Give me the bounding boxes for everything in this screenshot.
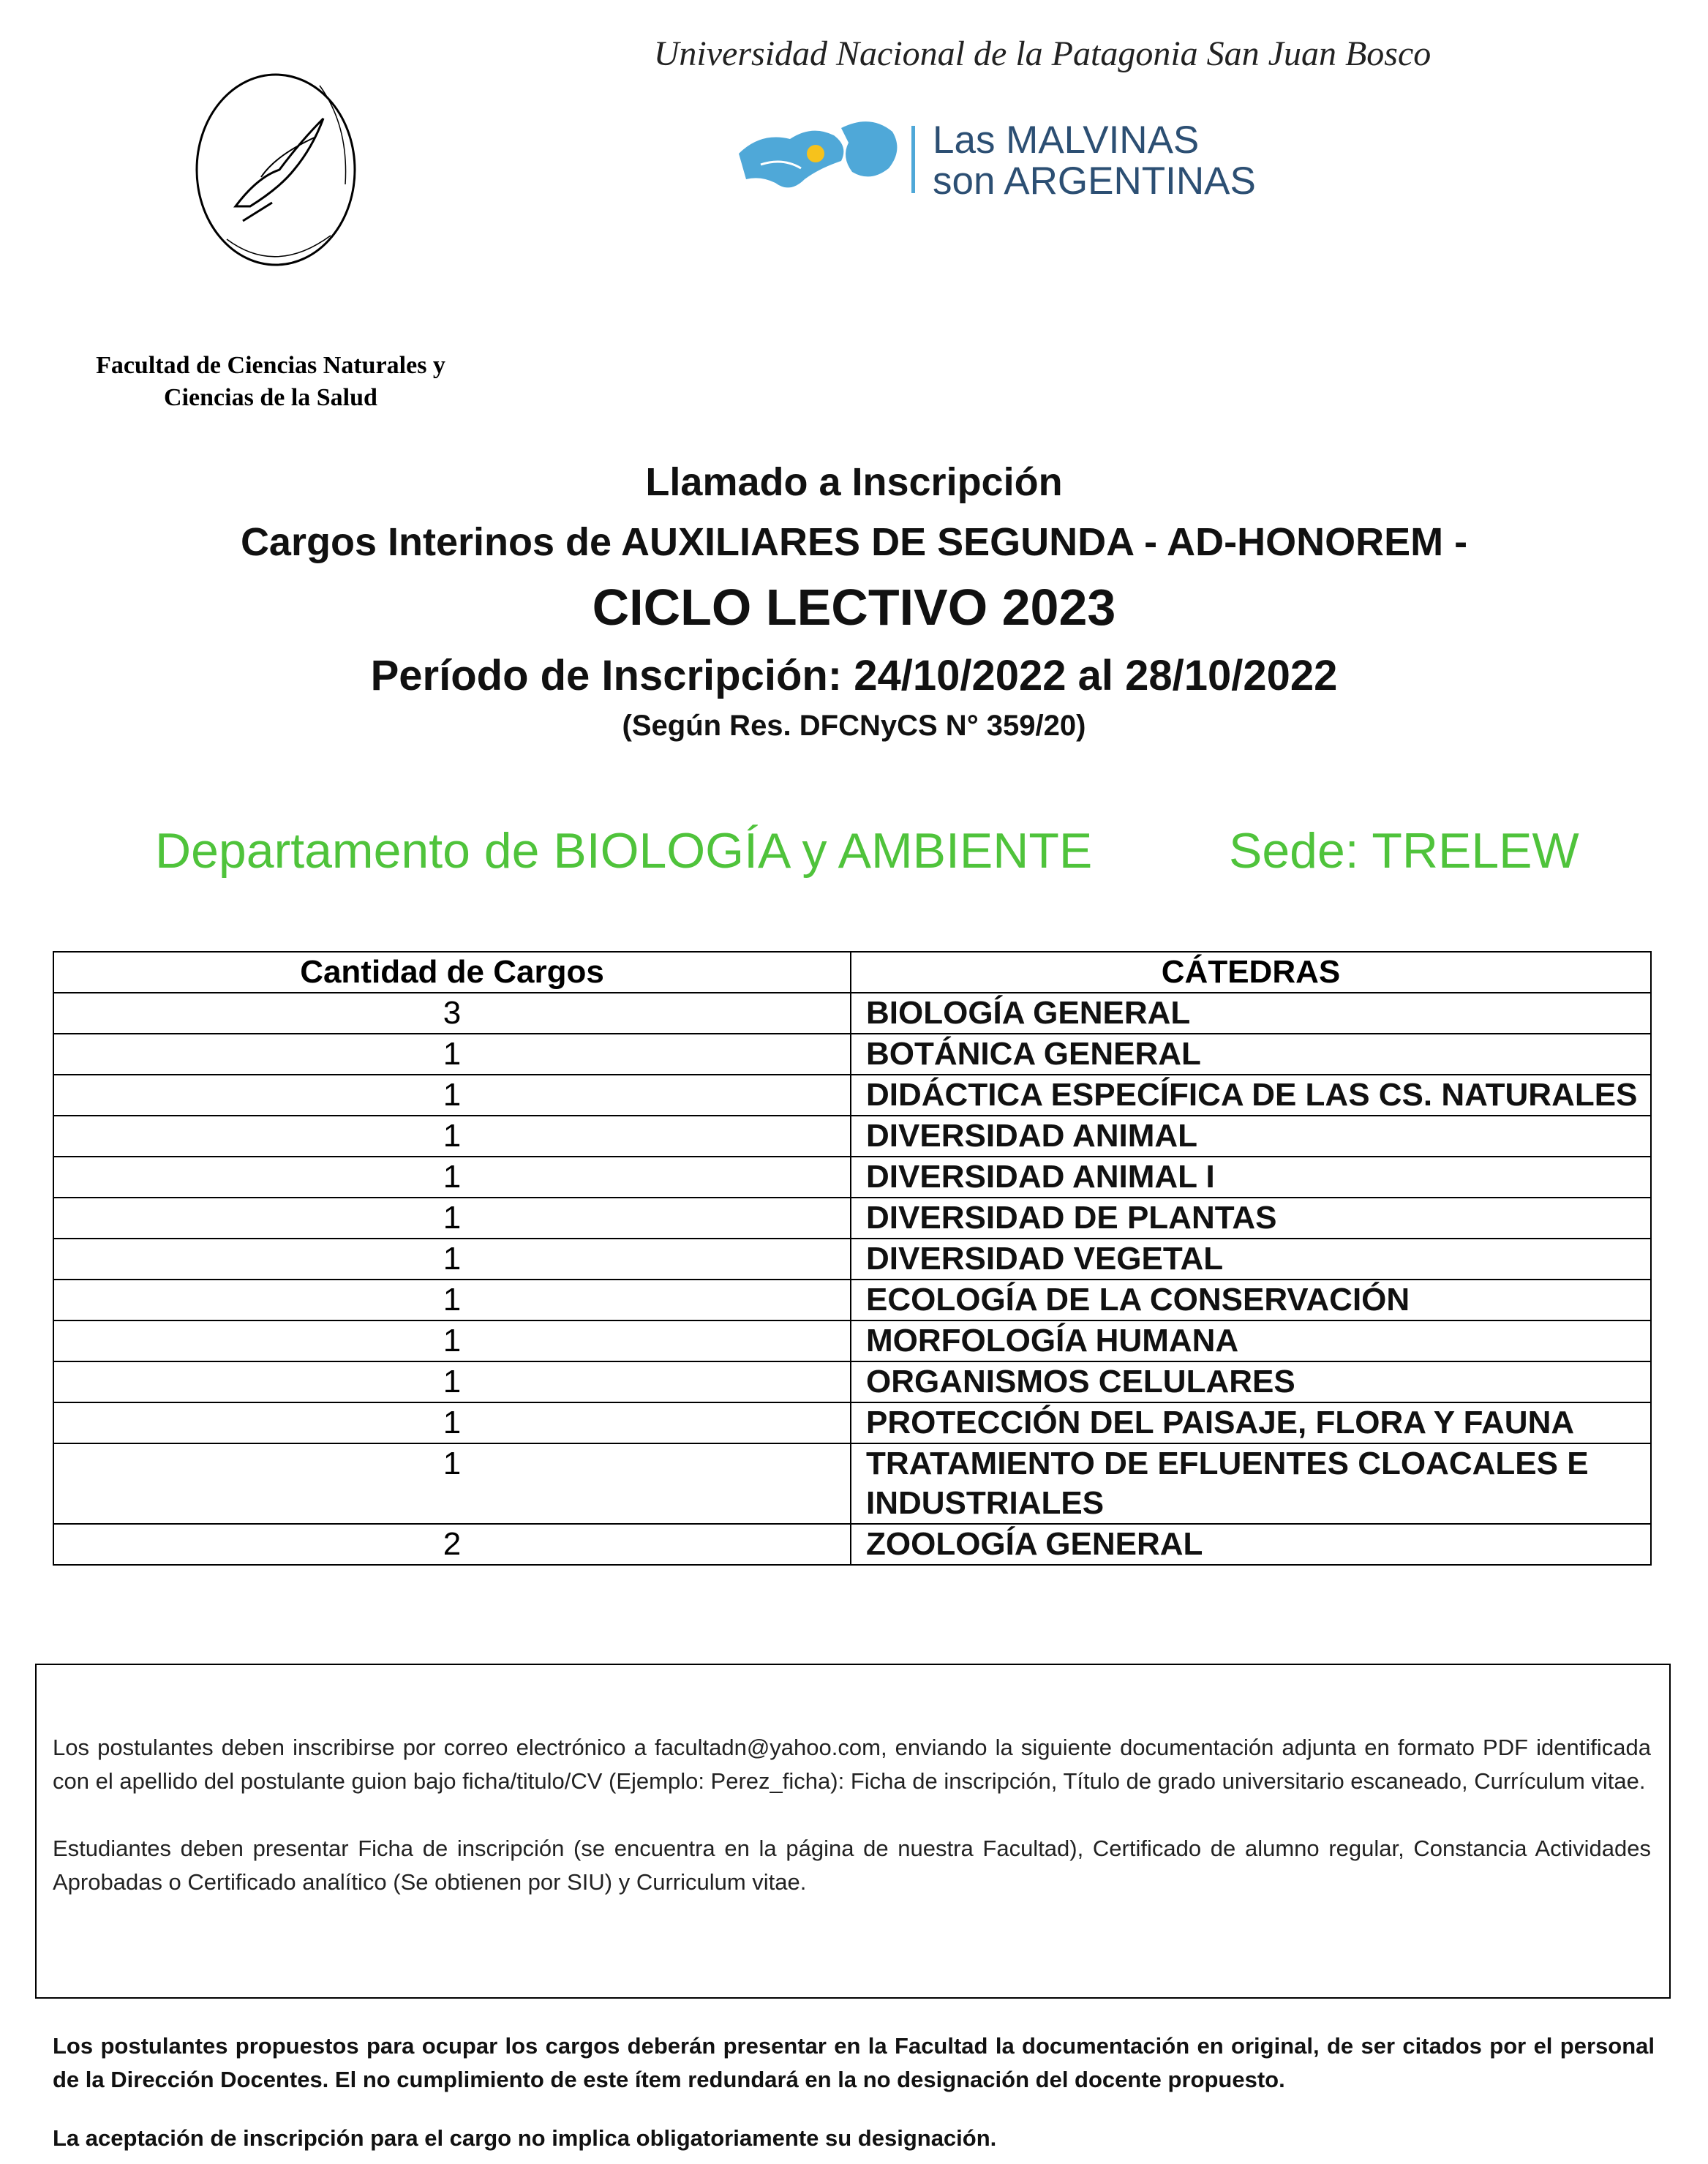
row-chair: ECOLOGÍA DE LA CONSERVACIÓN <box>851 1280 1651 1320</box>
row-chair: BOTÁNICA GENERAL <box>851 1034 1651 1075</box>
table-row <box>53 1116 1651 1157</box>
row-qty: 1 <box>53 1280 851 1320</box>
positions-table <box>53 951 1652 1566</box>
table-row <box>53 993 1651 1034</box>
table-row <box>53 1075 1651 1116</box>
row-qty: 3 <box>53 993 851 1034</box>
row-chair: DIDÁCTICA ESPECÍFICA DE LAS CS. NATURALES <box>851 1075 1651 1116</box>
logo-line1: Las MALVINAS <box>933 119 1200 162</box>
call-title: Llamado a Inscripción <box>645 460 1063 504</box>
row-chair: BIOLOGÍA GENERAL <box>851 993 1651 1034</box>
row-chair: DIVERSIDAD ANIMAL <box>851 1116 1651 1157</box>
row-qty: 1 <box>53 1116 851 1157</box>
faculty-line1: Facultad de Ciencias Naturales y <box>96 352 445 379</box>
table-row <box>53 1402 1651 1443</box>
faculty-line2: Ciencias de la Salud <box>164 384 377 411</box>
logo-divider <box>911 126 915 193</box>
row-chair: DIVERSIDAD ANIMAL I <box>851 1157 1651 1198</box>
table-row <box>53 1157 1651 1198</box>
row-qty: 1 <box>53 1320 851 1361</box>
row-qty: 1 <box>53 1361 851 1402</box>
footer-note-documentation: Los postulantes propuestos para ocupar los cargos deberán presentar en la Facultad la documentación en original, de ser citados por el personal de la Dirección Docentes. El no cumplimiento de este ítem redundará en la no designación del docente propuesto. <box>53 2033 1655 2092</box>
header-quantity: Cantidad de Cargos <box>53 952 851 993</box>
row-qty: 1 <box>53 1443 851 1524</box>
header-chairs: CÁTEDRAS <box>851 952 1651 993</box>
inscription-period: Período de Inscripción: 24/10/2022 al 28/10/2022 <box>370 652 1338 699</box>
table-row <box>53 1524 1651 1565</box>
row-qty: 1 <box>53 1157 851 1198</box>
table-row <box>53 1239 1651 1280</box>
sede-name: Sede: TRELEW <box>1229 823 1579 879</box>
row-qty: 1 <box>53 1239 851 1280</box>
cycle-title: CICLO LECTIVO 2023 <box>592 579 1116 636</box>
table-header-row <box>53 952 1651 993</box>
resolution-ref: (Según Res. DFCNyCS N° 359/20) <box>622 710 1086 742</box>
table-row <box>53 1280 1651 1320</box>
university-title: Universidad Nacional de la Patagonia San Juan Bosco <box>653 34 1432 73</box>
row-qty: 2 <box>53 1524 851 1565</box>
table-row <box>53 1198 1651 1239</box>
row-qty: 1 <box>53 1402 851 1443</box>
instructions-estudiantes: Estudiantes deben presentar Ficha de inscripción (se encuentra en la página de nuestra Facultad), Certificado de alumno regular, Constancia Actividades Aprobadas o Certificado analítico (Se obtienen por SIU) y Curriculum vitae. <box>53 1836 1651 1895</box>
table-row <box>53 1361 1651 1402</box>
table-row <box>53 1034 1651 1075</box>
department-name: Departamento de BIOLOGÍA y AMBIENTE <box>155 823 1093 879</box>
faculty-name <box>51 350 490 414</box>
row-chair: TRATAMIENTO DE EFLUENTES CLOACALES E INDUSTRIALES <box>851 1443 1651 1524</box>
row-qty: 1 <box>53 1075 851 1116</box>
row-chair: ORGANISMOS CELULARES <box>851 1361 1651 1402</box>
row-chair: DIVERSIDAD DE PLANTAS <box>851 1198 1651 1239</box>
footer-note-acceptance: La aceptación de inscripción para el cargo no implica obligatoriamente su designación. <box>53 2125 997 2151</box>
row-qty: 1 <box>53 1034 851 1075</box>
positions-title: Cargos Interinos de AUXILIARES DE SEGUNDA - AD-HONOREM - <box>240 520 1468 564</box>
row-qty: 1 <box>53 1198 851 1239</box>
instructions-postulantes: Los postulantes deben inscribirse por correo electrónico a facultadn@yahoo.com, enviando la siguiente documentación adjunta en formato PDF identificada con el apellido del postulante guion bajo ficha/titulo/CV (Ejemplo: Perez_ficha): Ficha de inscripción, Título de grado universitario escaneado, Currículum vitae. <box>53 1735 1651 1794</box>
row-chair: ZOOLOGÍA GENERAL <box>851 1524 1651 1565</box>
table-row <box>53 1320 1651 1361</box>
instructions-box <box>35 1664 1671 1999</box>
logo-line2: son ARGENTINAS <box>933 159 1256 203</box>
row-chair: DIVERSIDAD VEGETAL <box>851 1239 1651 1280</box>
row-chair: PROTECCIÓN DEL PAISAJE, FLORA Y FAUNA <box>851 1402 1651 1443</box>
university-seal-logo <box>192 67 360 279</box>
row-chair: MORFOLOGÍA HUMANA <box>851 1320 1651 1361</box>
malvinas-logo-text <box>933 120 1256 202</box>
table-row <box>53 1443 1651 1524</box>
